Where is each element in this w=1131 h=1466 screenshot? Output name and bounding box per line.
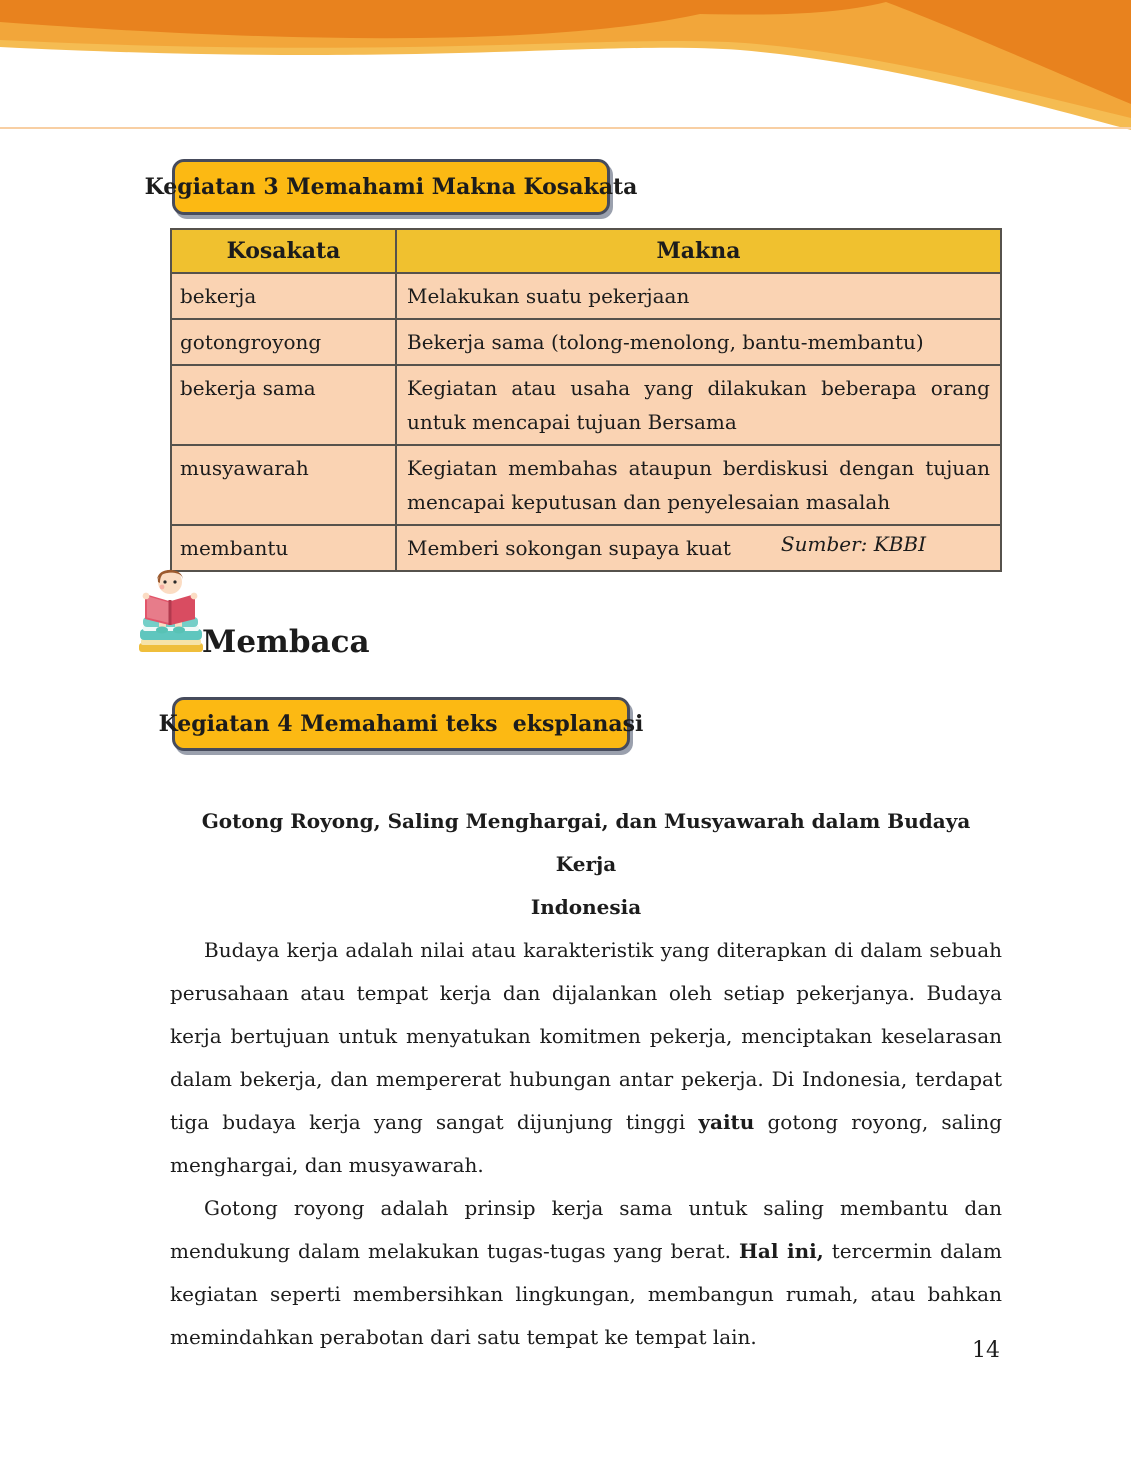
table-header-row xyxy=(171,229,1001,273)
table-row xyxy=(171,445,1001,525)
bold-text-run: Hal ini, xyxy=(739,1239,824,1263)
table-cell-makna: Melakukan suatu pekerjaan xyxy=(396,273,1001,319)
header-swoosh-decoration xyxy=(0,0,1131,136)
child-reading-book-icon xyxy=(133,567,207,655)
page-number: 14 xyxy=(972,1338,1000,1363)
table-cell-makna: Memberi sokongan supaya kuat xyxy=(396,525,1001,571)
article-title-line1: Gotong Royong, Saling Menghargai, dan Musyawarah dalam Budaya Kerja xyxy=(201,809,971,876)
article-title-line2: Indonesia xyxy=(530,895,642,919)
text-run: Budaya kerja adalah nilai atau karakteristik yang diterapkan di dalam sebuah perusahaan atau tempat kerja dan dijalankan oleh setiap pekerjanya. Budaya kerja bertujuan untuk menyatukan komitmen pekerja, menciptakan keselarasan dalam bekerja, dan mempererat hubungan antar pekerja. Di Indonesia, terdapat tiga budaya kerja yang sangat dijunjung tinggi xyxy=(170,938,1002,1134)
table-cell-kosakata: bekerja sama xyxy=(171,365,396,445)
activity4-header-label: Kegiatan 4 Memahami teks eksplanasi xyxy=(158,711,644,737)
text-run: tercermin dalam kegiatan seperti membersihkan lingkungan, membangun rumah, atau bahkan memindahkan perabotan dari satu tempat ke tempat lain. xyxy=(170,1239,1002,1349)
article-paragraph-2 xyxy=(170,1187,1002,1359)
table-cell-kosakata: gotongroyong xyxy=(171,319,396,365)
table-cell-makna: Bekerja sama (tolong-menolong, bantu-membantu) xyxy=(396,319,1001,365)
text-run: gotong royong, saling menghargai, dan musyawarah. xyxy=(170,1110,1003,1177)
activity4-header-button xyxy=(158,697,644,751)
membaca-heading: Membaca xyxy=(202,624,370,660)
table-cell-kosakata: bekerja xyxy=(171,273,396,319)
table-cell-makna: Kegiatan membahas ataupun berdiskusi dengan tujuan mencapai keputusan dan penyelesaian masalah xyxy=(396,445,1001,525)
column-header-kosakata: Kosakata xyxy=(171,229,396,273)
column-header-makna: Makna xyxy=(396,229,1001,273)
article-paragraph-1 xyxy=(170,929,1002,1187)
table-row xyxy=(171,273,1001,319)
table-cell-makna: Kegiatan atau usaha yang dilakukan beberapa orang untuk mencapai tujuan Bersama xyxy=(396,365,1001,445)
text-run: Gotong royong adalah prinsip kerja sama untuk saling membantu dan mendukung dalam melakukan tugas-tugas yang berat. xyxy=(170,1196,1002,1263)
bold-text-run: yaitu xyxy=(698,1110,755,1134)
table-cell-kosakata: musyawarah xyxy=(171,445,396,525)
activity3-header-button xyxy=(144,159,638,215)
header-divider-line xyxy=(0,127,1131,129)
activity3-header-label: Kegiatan 3 Memahami Makna Kosakata xyxy=(144,174,638,200)
vocab-table xyxy=(170,228,1002,572)
table-row xyxy=(171,319,1001,365)
table-row xyxy=(171,365,1001,445)
article-body xyxy=(170,800,1002,1359)
table-cell-kosakata: membantu xyxy=(171,525,396,571)
table-source-note: Sumber: KBBI xyxy=(780,532,926,556)
